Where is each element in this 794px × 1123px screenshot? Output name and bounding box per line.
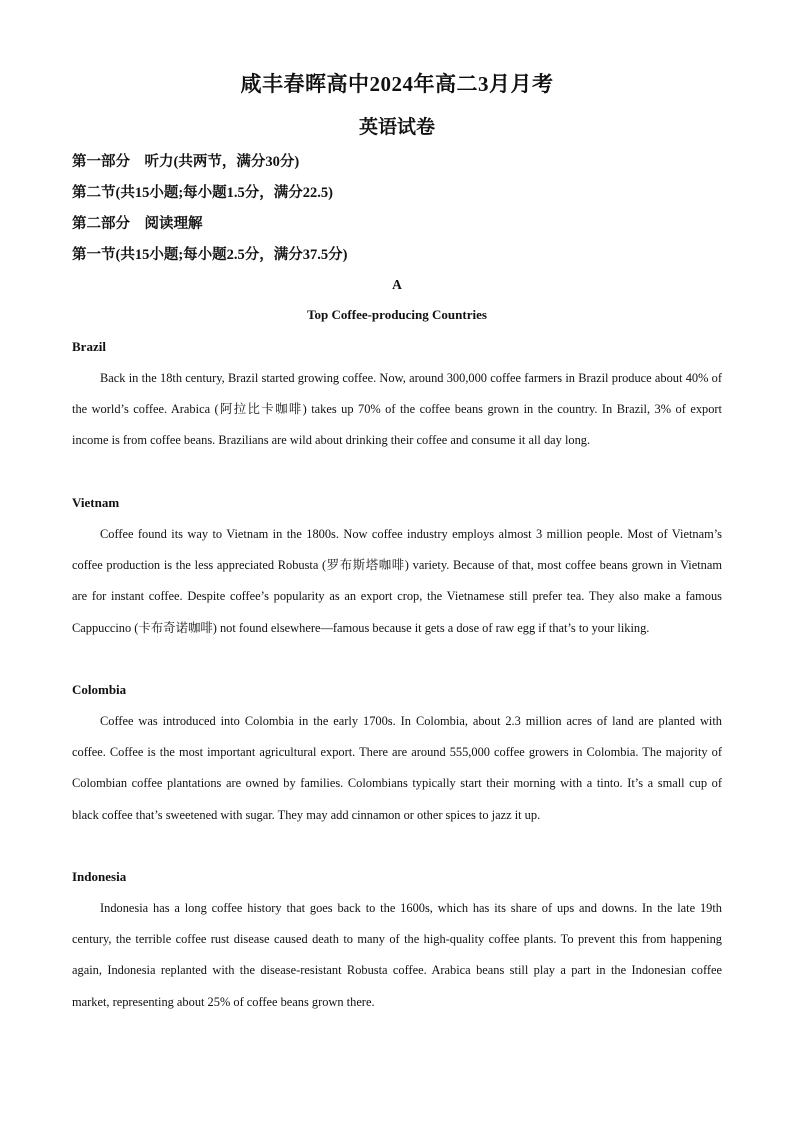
country-heading-vietnam: Vietnam <box>72 495 120 510</box>
section-part-two: 第二部分 阅读理解 <box>72 216 203 232</box>
paragraph-brazil: Back in the 18th century, Brazil started growing coffee. Now, around 300,000 coffee farmers in Brazil produce about 40% of the world’s coffee. Arabica (阿拉比卡咖啡) takes up 70% of the coffee beans grown in the country. In Brazil, 3% of export income is from coffee beans. Brazilians are wild about drinking their coffee and consume it all day long. <box>72 371 722 448</box>
country-heading-colombia: Colombia <box>72 682 127 697</box>
exam-title: 咸丰春晖高中2024年高二3月月考 <box>240 72 554 96</box>
paragraph-vietnam: Coffee found its way to Vietnam in the 1800s. Now coffee industry employs almost 3 million people. Most of Vietnam’s coffee production is the less appreciated Robusta (罗布斯塔咖啡) variety. Because of that, most coffee beans grown in Vietnam are for instant coffee. Despite coffee’s popularity as an export crop, the Vietnamese still prefer tea. They also make a famous Cappuccino (卡布奇诺咖啡) not found elsewhere—famous because it gets a dose of raw egg if that’s to your liking. <box>72 527 722 635</box>
paragraph-colombia: Coffee was introduced into Colombia in the early 1700s. In Colombia, about 2.3 million acres of land are planted with coffee. Coffee is the most important agricultural export. There are around 555,000 coffee growers in Colombia. The majority of Colombian coffee plantations are owned by families. Colombians typically start their morning with a tinto. It’s a small cup of black coffee that’s sweetened with sugar. They may add cinnamon or other spices to jazz it up. <box>72 714 722 822</box>
paragraph-indonesia: Indonesia has a long coffee history that goes back to the 1600s, which has its share of ups and downs. In the late 19th century, the terrible coffee rust disease caused death to many of the high-quality coffee plants. To prevent this from happening again, Indonesia replanted with the disease-resistant Robusta coffee. Arabica beans still play a part in the Indonesian coffee market, representing about 25% of coffee beans grown there. <box>72 901 722 1009</box>
section-part-two-sub: 第一节(共15小题;每小题2.5分，满分37.5分) <box>72 247 348 263</box>
section-part-one: 第一部分 听力(共两节，满分30分) <box>72 154 300 170</box>
passage-title: Top Coffee-producing Countries <box>307 307 487 322</box>
country-heading-indonesia: Indonesia <box>72 869 127 884</box>
country-heading-brazil: Brazil <box>72 339 106 354</box>
section-part-one-sub: 第二节(共15小题;每小题1.5分，满分22.5) <box>72 185 333 201</box>
exam-subject: 英语试卷 <box>358 117 435 138</box>
passage-label: A <box>392 277 402 292</box>
